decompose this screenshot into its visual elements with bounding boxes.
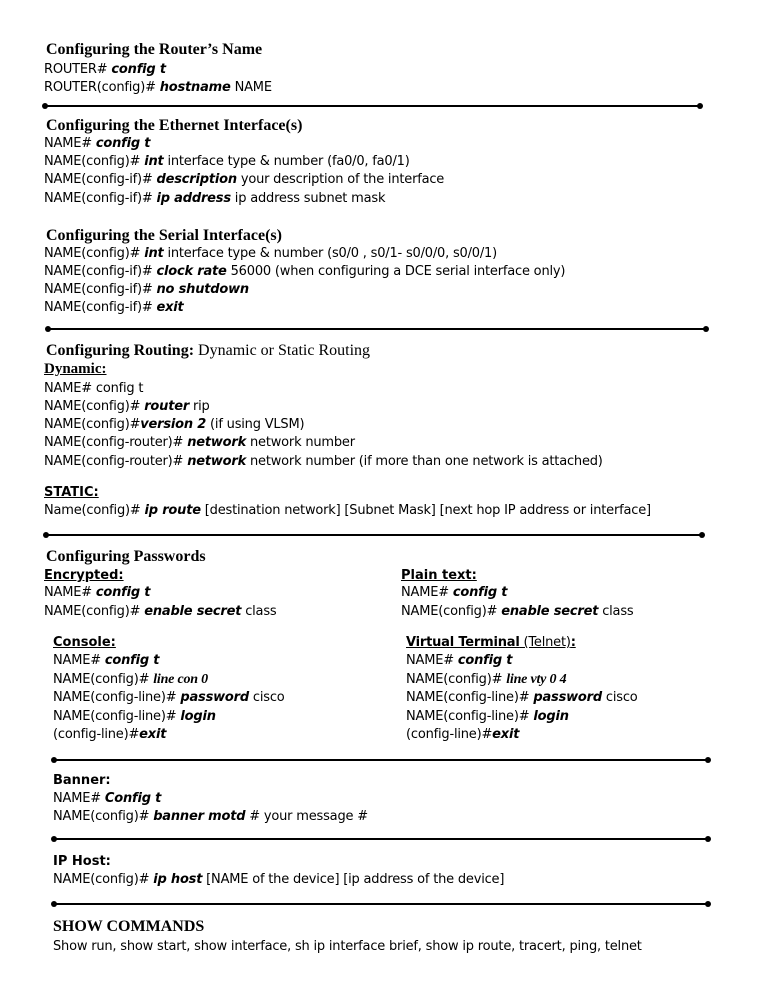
console-line-5: (config-line)#exit <box>53 727 167 742</box>
vt-line-5: (config-line)#exit <box>406 727 520 742</box>
serial-line-2: NAME(config-if)# clock rate 56000 (when configuring a DCE serial interface only) <box>44 264 566 279</box>
console-line-1: NAME# config t <box>53 653 160 668</box>
divider <box>46 534 702 536</box>
heading-banner: Banner: <box>53 773 111 788</box>
heading-routing: Configuring Routing: Dynamic or Static Routing <box>46 342 371 359</box>
ip-host-line-1: NAME(config)# ip host [NAME of the device] [ip address of the device] <box>53 872 505 887</box>
divider <box>54 759 708 761</box>
vt-line-3: NAME(config-line)# password cisco <box>406 690 638 705</box>
serial-line-4: NAME(config-if)# exit <box>44 300 184 315</box>
console-line-4: NAME(config-line)# login <box>53 709 216 724</box>
banner-line-2: NAME(config)# banner motd # your message # <box>53 809 368 824</box>
dynamic-line-3: NAME(config)#version 2 (if using VLSM) <box>44 417 305 432</box>
console-line-3: NAME(config-line)# password cisco <box>53 690 285 705</box>
static-label: STATIC: <box>44 485 99 500</box>
static-line-1: Name(config)# ip route [destination network] [Subnet Mask] [next hop IP address or interface] <box>44 503 651 518</box>
vt-line-1: NAME# config t <box>406 653 513 668</box>
ethernet-line-1: NAME# config t <box>44 136 151 151</box>
encrypted-line-1: NAME# config t <box>44 585 151 600</box>
ethernet-line-3: NAME(config-if)# description your description of the interface <box>44 172 445 187</box>
heading-passwords: Configuring Passwords <box>46 548 206 565</box>
dynamic-line-5: NAME(config-router)# network network number (if more than one network is attached) <box>44 454 603 469</box>
heading-ethernet: Configuring the Ethernet Interface(s) <box>46 117 303 134</box>
heading-serial: Configuring the Serial Interface(s) <box>46 227 282 244</box>
console-line-2: NAME(config)# line con 0 <box>53 672 208 687</box>
divider <box>54 903 708 905</box>
ethernet-line-4: NAME(config-if)# ip address ip address subnet mask <box>44 191 386 206</box>
encrypted-label: Encrypted: <box>44 568 124 583</box>
vt-line-4: NAME(config-line)# login <box>406 709 569 724</box>
banner-line-1: NAME# Config t <box>53 791 162 806</box>
virtual-terminal-label: Virtual Terminal (Telnet): <box>406 635 576 650</box>
plain-text-label: Plain text: <box>401 568 477 583</box>
plain-line-2: NAME(config)# enable secret class <box>401 604 634 619</box>
show-commands-text: Show run, show start, show interface, sh ip interface brief, show ip route, tracert, ping, telnet <box>53 939 642 954</box>
divider <box>48 328 706 330</box>
dynamic-line-4: NAME(config-router)# network network number <box>44 435 355 450</box>
heading-router-name: Configuring the Router’s Name <box>46 41 263 58</box>
plain-line-1: NAME# config t <box>401 585 508 600</box>
dynamic-line-2: NAME(config)# router rip <box>44 399 210 414</box>
ethernet-line-2: NAME(config)# int interface type & number (fa0/0, fa0/1) <box>44 154 410 169</box>
serial-line-3: NAME(config-if)# no shutdown <box>44 282 249 297</box>
vt-line-2: NAME(config)# line vty 0 4 <box>406 672 567 687</box>
divider <box>54 838 708 840</box>
divider <box>45 105 700 107</box>
router-name-line-1: ROUTER# config t <box>44 62 166 77</box>
router-name-line-2: ROUTER(config)# hostname NAME <box>44 80 272 95</box>
console-label: Console: <box>53 635 116 650</box>
dynamic-line-1: NAME# config t <box>44 381 144 396</box>
encrypted-line-2: NAME(config)# enable secret class <box>44 604 277 619</box>
heading-show-commands: SHOW COMMANDS <box>53 918 205 935</box>
dynamic-label: Dynamic: <box>44 361 107 377</box>
heading-ip-host: IP Host: <box>53 854 111 869</box>
serial-line-1: NAME(config)# int interface type & number (s0/0 , s0/1- s0/0/0, s0/0/1) <box>44 246 497 261</box>
